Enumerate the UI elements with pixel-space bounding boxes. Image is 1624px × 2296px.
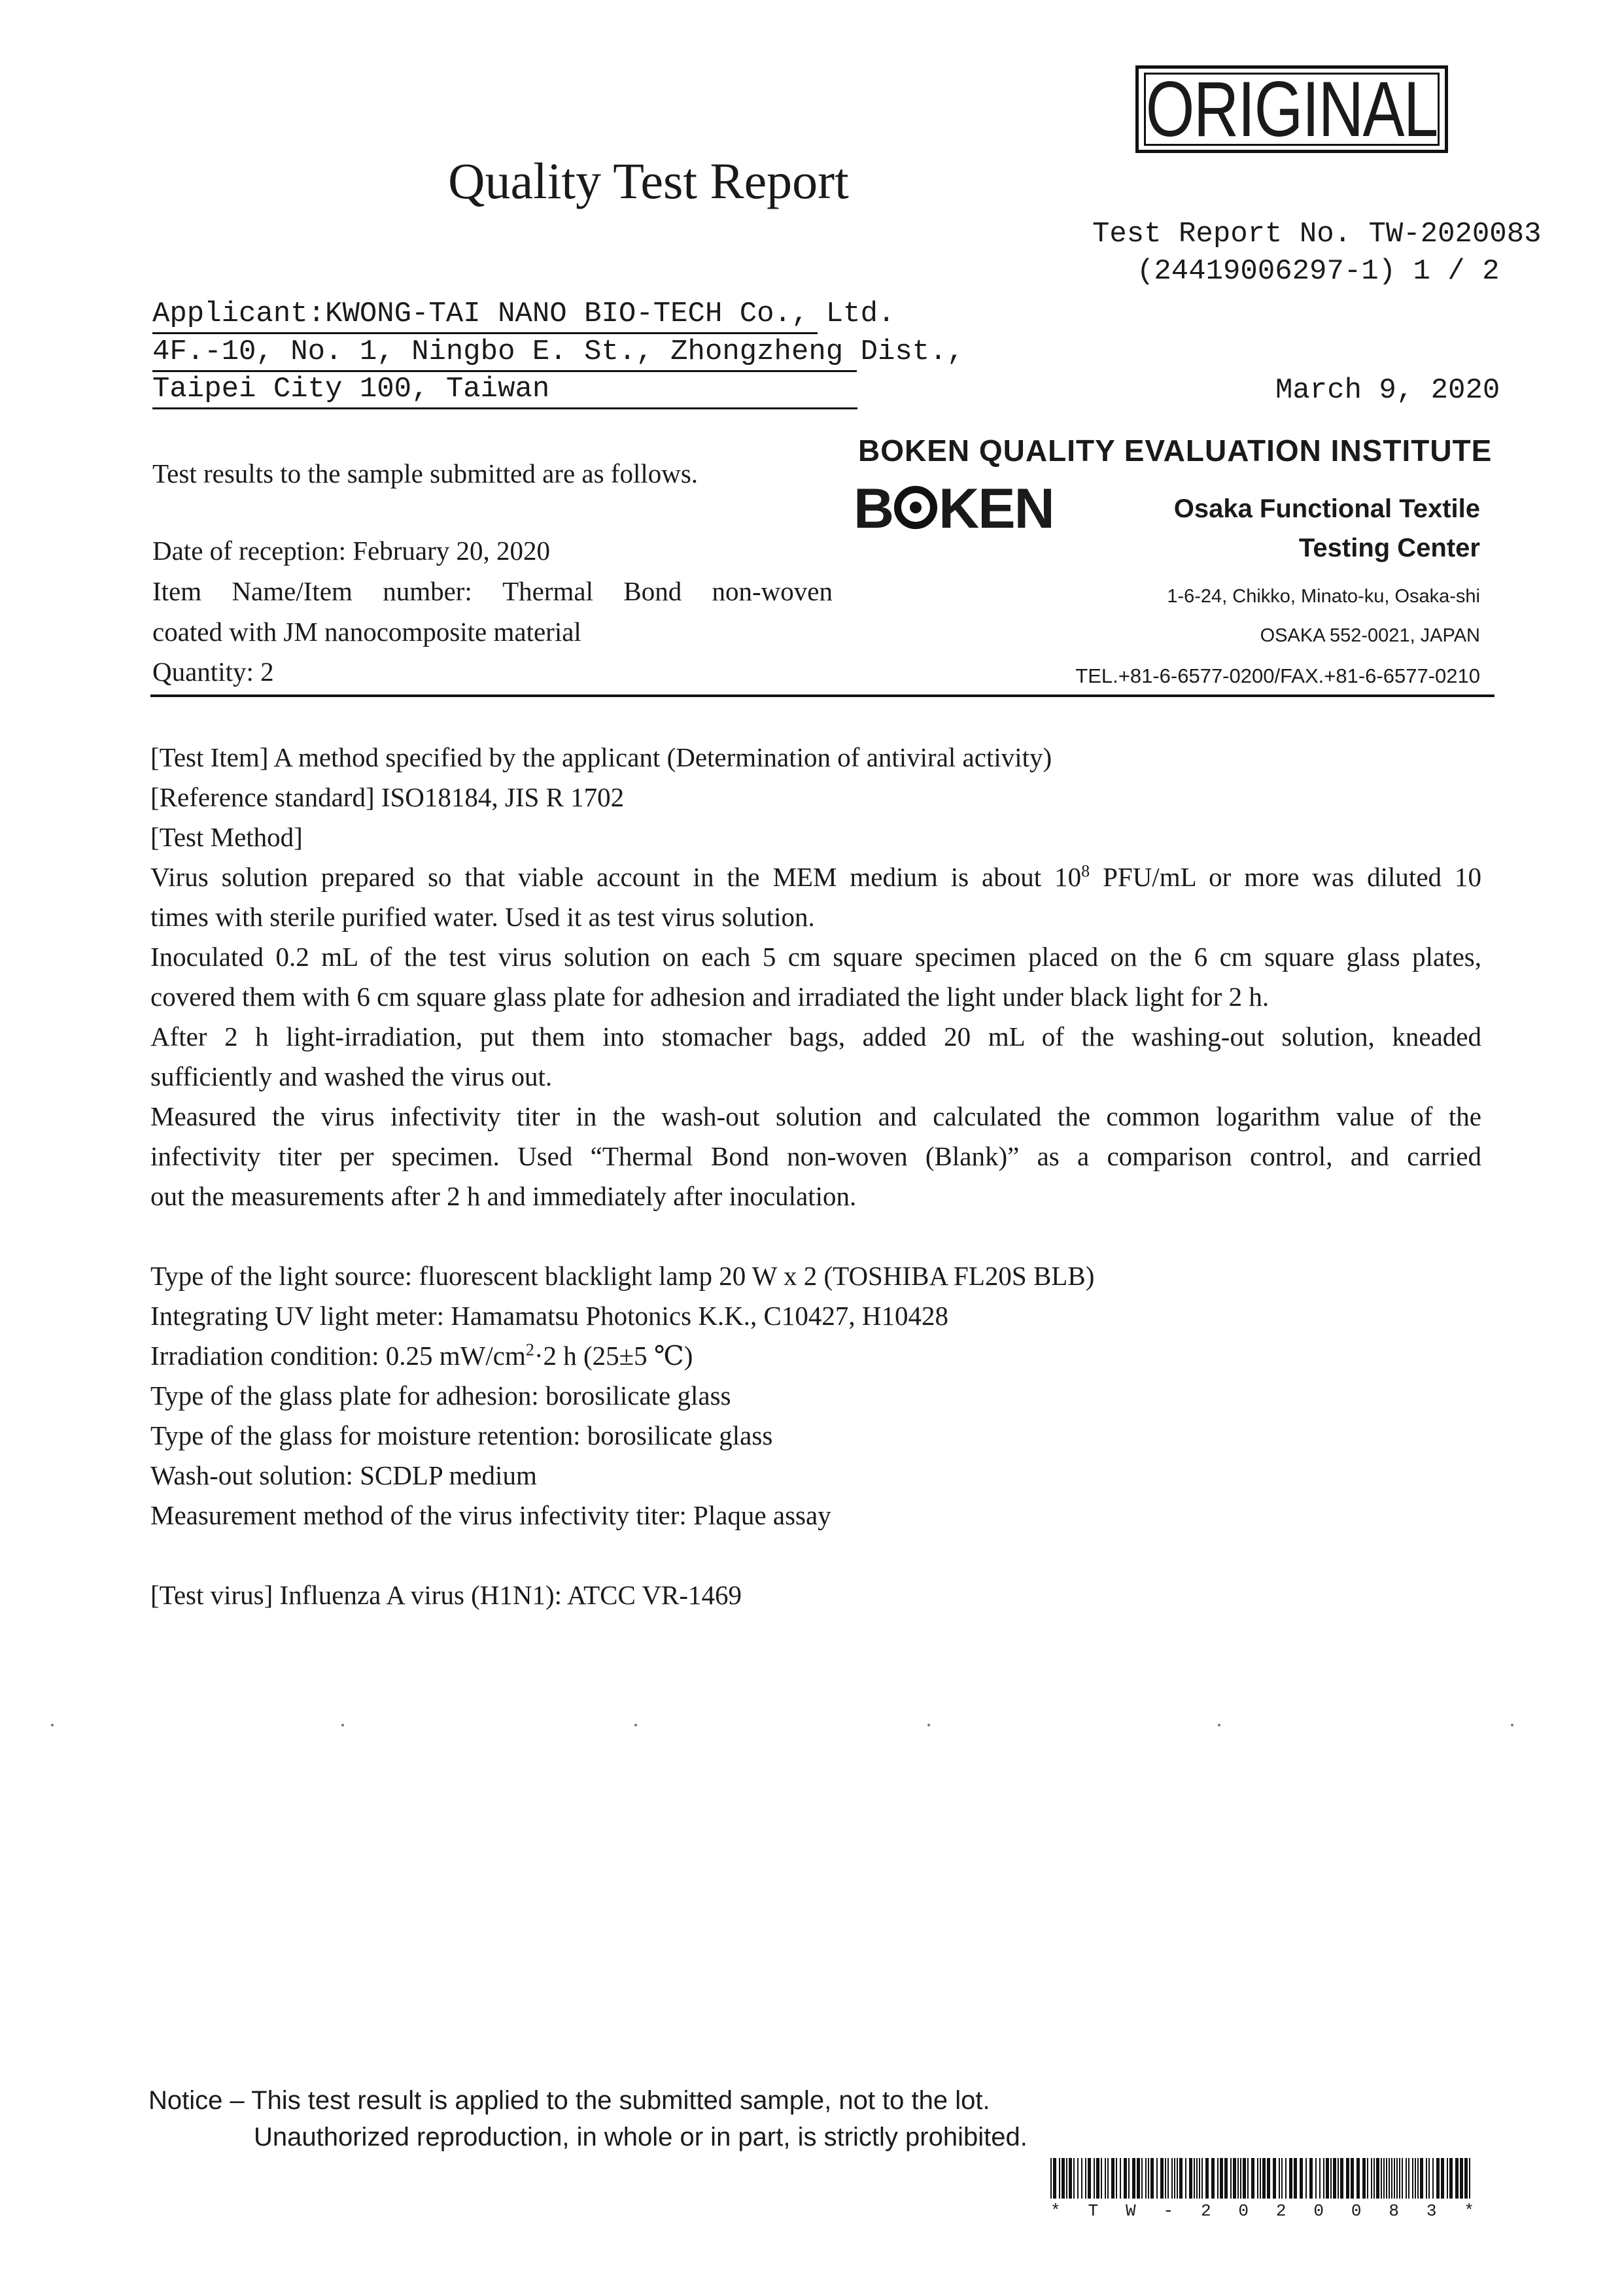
barcode-char: 0 <box>1351 2201 1362 2221</box>
uv-meter: Integrating UV light meter: Hamamatsu Photonics K.K., C10427, H10428 <box>150 1301 948 1331</box>
report-date: March 9, 2020 <box>1275 374 1500 407</box>
barcode-bar <box>1194 2158 1195 2199</box>
barcode-bar <box>1179 2158 1183 2199</box>
test-virus: [Test virus] Influenza A virus (H1N1): ATCC VR-1469 <box>150 1580 742 1610</box>
barcode-bar <box>1330 2158 1332 2199</box>
barcode-bar <box>1066 2158 1067 2199</box>
barcode-bar <box>1124 2158 1127 2199</box>
light-source: Type of the light source: fluorescent blacklight lamp 20 W x 2 (TOSHIBA FL20S BLB) <box>150 1261 1095 1291</box>
barcode-bar <box>1273 2158 1276 2199</box>
boken-logo <box>854 477 1054 540</box>
date-of-reception: Date of reception: February 20, 2020 <box>152 536 550 566</box>
item-word: Name/Item <box>232 576 353 606</box>
barcode-bar <box>1371 2158 1372 2199</box>
barcode-bar <box>1096 2158 1099 2199</box>
item-word: Bond <box>623 576 682 606</box>
method-line: Inoculated 0.2 mL of the test virus solution on each 5 cm square specimen placed on the 6 cm square glass plates, <box>150 942 1481 972</box>
barcode-bar <box>1053 2158 1056 2199</box>
barcode-bar <box>1088 2158 1091 2199</box>
superscript: 8 <box>1081 861 1090 881</box>
barcode-bar <box>1185 2158 1186 2199</box>
barcode-bar <box>1383 2158 1385 2199</box>
method-line <box>150 857 1481 897</box>
barcode-bar <box>1338 2158 1339 2199</box>
barcode-bar <box>1351 2158 1354 2199</box>
intro-text: Test results to the sample submitted are as follows. <box>152 458 699 488</box>
barcode-bar <box>1323 2158 1324 2199</box>
barcode-bar <box>1367 2158 1368 2199</box>
barcode-bar <box>1217 2158 1218 2199</box>
applicant-line-3: Taipei City 100, Taiwan <box>152 371 857 409</box>
logo-rest: KEN <box>939 477 1054 540</box>
barcode-bar <box>1141 2158 1143 2199</box>
barcode-char: * <box>1050 2201 1061 2221</box>
barcode-bar <box>1346 2158 1349 2199</box>
barcode-bar <box>1240 2158 1241 2199</box>
barcode-bar <box>1415 2158 1416 2199</box>
glass-moisture: Type of the glass for moisture retention: borosilicate glass <box>150 1420 773 1450</box>
barcode <box>1050 2158 1474 2199</box>
barcode-bar <box>1381 2158 1382 2199</box>
barcode-char: 0 <box>1238 2201 1249 2221</box>
barcode-bar <box>1432 2158 1434 2199</box>
method-text: Virus solution prepared so that viable account in the MEM medium is about 10 <box>150 862 1082 892</box>
barcode-bar <box>1111 2158 1114 2199</box>
method-line: covered them with 6 cm square glass plate for adhesion and irradiated the light under black light for 2 h. <box>150 982 1270 1012</box>
barcode-bar <box>1094 2158 1095 2199</box>
barcode-bar <box>1441 2158 1444 2199</box>
barcode-bar <box>1230 2158 1232 2199</box>
address-line-2: OSAKA 552-0021, JAPAN <box>1260 625 1480 646</box>
dot-marks <box>0 1724 1624 1726</box>
barcode-bar <box>1167 2158 1169 2199</box>
barcode-bar <box>1177 2158 1178 2199</box>
method-line: infectivity titer per specimen. Used “Thermal Bond non-woven (Blank)” as a comparison control, and carried <box>150 1141 1481 1171</box>
barcode-bar <box>1243 2158 1246 2199</box>
tel-fax: TEL.+81-6-6577-0200/FAX.+81-6-6577-0210 <box>1075 664 1480 687</box>
barcode-bar <box>1257 2158 1258 2199</box>
barcode-bar <box>1300 2158 1303 2199</box>
original-stamp <box>1135 65 1448 153</box>
item-word: non-woven <box>712 576 833 606</box>
barcode-char: * <box>1464 2201 1474 2221</box>
barcode-bar <box>1171 2158 1173 2199</box>
item-word: number: <box>383 576 472 606</box>
barcode-bar <box>1160 2158 1164 2199</box>
barcode-bar <box>1394 2158 1395 2199</box>
barcode-bar <box>1077 2158 1079 2199</box>
barcode-char: 2 <box>1200 2201 1211 2221</box>
barcode-char: T <box>1088 2201 1099 2221</box>
barcode-bar <box>1362 2158 1366 2199</box>
barcode-bar <box>1201 2158 1203 2199</box>
barcode-bar <box>1406 2158 1407 2199</box>
barcode-bar <box>1305 2158 1307 2199</box>
barcode-bar <box>1447 2158 1448 2199</box>
barcode-bar <box>1260 2158 1261 2199</box>
barcode-bar <box>1062 2158 1065 2199</box>
barcode-bar <box>1073 2158 1075 2199</box>
barcode-bar <box>1426 2158 1427 2199</box>
barcode-bar <box>1412 2158 1413 2199</box>
barcode-bar <box>1132 2158 1135 2199</box>
irradiation-text: Irradiation condition: 0.25 mW/cm <box>150 1341 526 1371</box>
barcode-bar <box>1220 2158 1223 2199</box>
barcode-bar <box>1326 2158 1329 2199</box>
barcode-bar <box>1294 2158 1297 2199</box>
barcode-bar <box>1247 2158 1249 2199</box>
method-line: times with sterile purified water. Used it as test virus solution. <box>150 902 815 932</box>
barcode-bar <box>1251 2158 1254 2199</box>
barcode-bar <box>1081 2158 1082 2199</box>
barcode-bar <box>1107 2158 1109 2199</box>
barcode-bar <box>1420 2158 1423 2199</box>
barcode-bar <box>1289 2158 1292 2199</box>
barcode-bar <box>1050 2158 1052 2199</box>
barcode-bar <box>1085 2158 1086 2199</box>
barcode-bar <box>1237 2158 1239 2199</box>
barcode-bar <box>1196 2158 1198 2199</box>
barcode-bar <box>1224 2158 1228 2199</box>
washout-solution: Wash-out solution: SCDLP medium <box>150 1460 537 1490</box>
barcode-bar <box>1309 2158 1313 2199</box>
item-name-line-1 <box>152 575 833 607</box>
barcode-bar <box>1262 2158 1266 2199</box>
superscript: 2 <box>525 1340 534 1360</box>
quantity: Quantity: 2 <box>152 657 274 687</box>
barcode-bar <box>1417 2158 1419 2199</box>
reference-standard: [Reference standard] ISO18184, JIS R 1702 <box>150 782 625 812</box>
barcode-bar <box>1315 2158 1317 2199</box>
barcode-bar <box>1156 2158 1158 2199</box>
header-divider <box>150 694 1494 697</box>
institute-name: BOKEN QUALITY EVALUATION INSTITUTE <box>858 434 1493 468</box>
barcode-bar <box>1165 2158 1166 2199</box>
stamp-text: ORIGINAL <box>1146 65 1438 153</box>
barcode-bar <box>1455 2158 1459 2199</box>
barcode-bar <box>1464 2158 1468 2199</box>
measurement-method: Measurement method of the virus infectivity titer: Plaque assay <box>150 1500 831 1530</box>
test-method-heading: [Test Method] <box>150 822 303 852</box>
barcode-bar <box>1376 2158 1379 2199</box>
barcode-bar <box>1386 2158 1387 2199</box>
barcode-bar <box>1137 2158 1140 2199</box>
barcode-char: - <box>1163 2201 1174 2221</box>
barcode-bar <box>1402 2158 1403 2199</box>
notice-line-2: Unauthorized reproduction, in whole or in part, is strictly prohibited. <box>254 2123 1028 2151</box>
barcode-bar <box>1205 2158 1209 2199</box>
barcode-bar <box>1469 2158 1470 2199</box>
barcode-bar <box>1333 2158 1336 2199</box>
barcode-bar <box>1105 2158 1106 2199</box>
barcode-char: W <box>1125 2201 1136 2221</box>
barcode-bar <box>1396 2158 1398 2199</box>
barcode-char: 3 <box>1426 2201 1437 2221</box>
barcode-bar <box>1150 2158 1154 2199</box>
method-line: out the measurements after 2 h and immediately after inoculation. <box>150 1181 857 1211</box>
irradiation-condition <box>150 1336 1481 1376</box>
barcode-bar <box>1059 2158 1060 2199</box>
report-number: Test Report No. TW-2020083 <box>1092 218 1542 250</box>
irradiation-text: ·2 h (25±5 ℃) <box>534 1341 693 1371</box>
method-text: PFU/mL or more was diluted 10 <box>1090 862 1481 892</box>
barcode-bar <box>1340 2158 1343 2199</box>
test-details <box>150 738 1481 1615</box>
center-name-2: Testing Center <box>1298 534 1480 562</box>
barcode-bar <box>1408 2158 1409 2199</box>
notice-line-1: Notice – This test result is applied to the submitted sample, not to the lot. <box>148 2086 990 2115</box>
center-name-1: Osaka Functional Textile <box>1173 494 1480 523</box>
applicant-line-1: Applicant:KWONG-TAI NANO BIO-TECH Co., Ltd. <box>152 296 818 334</box>
glass-adhesion: Type of the glass plate for adhesion: borosilicate glass <box>150 1380 731 1411</box>
barcode-bar <box>1460 2158 1463 2199</box>
method-line: After 2 h light-irradiation, put them into stomacher bags, added 20 mL of the washing-out solution, kneaded <box>150 1021 1481 1052</box>
barcode-bar <box>1128 2158 1130 2199</box>
item-word: Thermal <box>502 576 594 606</box>
barcode-bar <box>1391 2158 1392 2199</box>
barcode-char: 8 <box>1389 2201 1399 2221</box>
report-page: (24419006297-1) 1 / 2 <box>1137 255 1500 288</box>
barcode-bar <box>1120 2158 1121 2199</box>
barcode-char: 2 <box>1275 2201 1287 2221</box>
barcode-bar <box>1211 2158 1215 2199</box>
item-name-line-2: coated with JM nanocomposite material <box>152 617 581 647</box>
test-item: [Test Item] A method specified by the applicant (Determination of antiviral activity) <box>150 742 1052 772</box>
barcode-bar <box>1199 2158 1200 2199</box>
method-line: sufficiently and washed the virus out. <box>150 1061 553 1091</box>
barcode-text <box>1050 2201 1474 2221</box>
barcode-bar <box>1189 2158 1192 2199</box>
barcode-bar <box>1174 2158 1175 2199</box>
barcode-bar <box>1279 2158 1280 2199</box>
logo-o-mark <box>894 486 937 529</box>
address-line-1: 1-6-24, Chikko, Minato-ku, Osaka-shi <box>1167 586 1480 607</box>
barcode-bar <box>1285 2158 1287 2199</box>
logo-b: B <box>854 477 893 540</box>
barcode-bar <box>1233 2158 1236 2199</box>
report-title: Quality Test Report <box>448 152 849 209</box>
barcode-bar <box>1373 2158 1375 2199</box>
applicant-line-2: 4F.-10, No. 1, Ningbo E. St., Zhongzheng Dist., <box>152 334 857 372</box>
barcode-bar <box>1145 2158 1147 2199</box>
barcode-bar <box>1356 2158 1360 2199</box>
barcode-bar <box>1389 2158 1390 2199</box>
barcode-bar <box>1399 2158 1400 2199</box>
barcode-bar <box>1267 2158 1270 2199</box>
barcode-bar <box>1436 2158 1440 2199</box>
barcode-bar <box>1449 2158 1453 2199</box>
item-word: Item <box>152 576 202 606</box>
barcode-bar <box>1101 2158 1102 2199</box>
barcode-bar <box>1281 2158 1283 2199</box>
barcode-bar <box>1069 2158 1072 2199</box>
barcode-bar <box>1428 2158 1430 2199</box>
barcode-bar <box>1319 2158 1321 2199</box>
method-line: Measured the virus infectivity titer in the wash-out solution and calculated the common logarithm value of the <box>150 1101 1481 1131</box>
barcode-char: 0 <box>1313 2201 1324 2221</box>
report-title-row <box>0 152 1624 211</box>
barcode-bar <box>1116 2158 1117 2199</box>
barcode-bar <box>1148 2158 1149 2199</box>
